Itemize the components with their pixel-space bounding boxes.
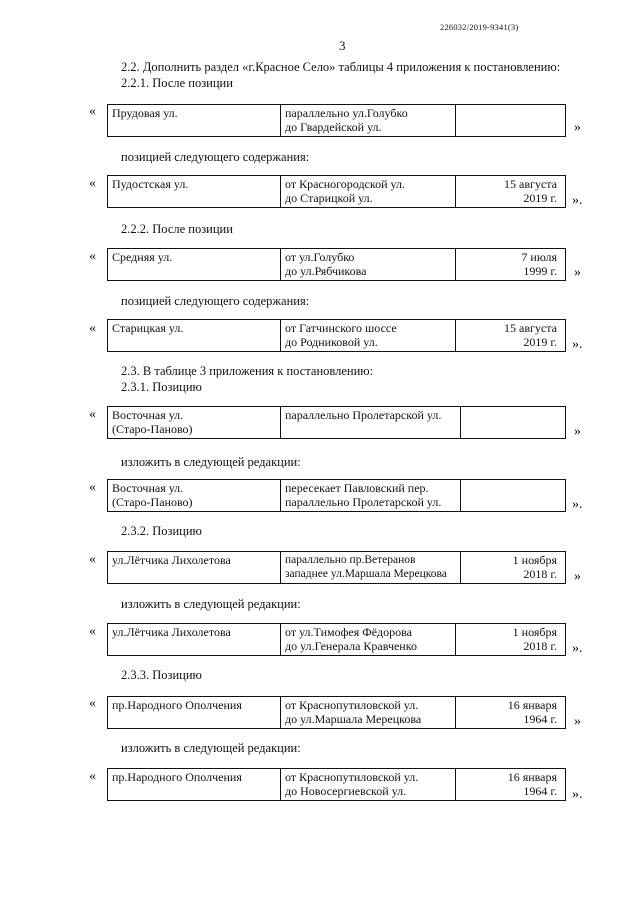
paragraph-2-3-2: 2.3.2. Позицию [121, 524, 202, 538]
location-cell: параллельно ул.Голубко до Гвардейской ул. [281, 105, 456, 137]
location-cell: от Краснопутиловской ул. до Новосергиевской ул. [281, 769, 456, 801]
quote-open: « [89, 624, 96, 639]
quote-open: « [89, 176, 96, 191]
street-name-cell: Восточная ул. (Старо-Паново) [108, 480, 281, 512]
date-cell: 1 ноября 2018 г. [456, 624, 566, 656]
location-cell: пересекает Павловский пер. параллельно Пролетарской ул. [281, 480, 461, 512]
date-cell: 7 июля 1999 г. [456, 249, 566, 281]
date-cell [461, 480, 566, 512]
table-row [107, 175, 566, 208]
street-name-cell: ул.Лётчика Лихолетова [108, 624, 281, 656]
street-name-cell: Средняя ул. [108, 249, 281, 281]
street-name-cell: Восточная ул. (Старо-Паново) [108, 407, 281, 439]
quote-close-dot: ». [572, 497, 583, 512]
document-number: 226032/2019-9341(3) [440, 22, 519, 32]
location-cell: от Гатчинского шоссе до Родниковой ул. [281, 320, 456, 352]
street-name-cell: пр.Народного Ополчения [108, 769, 281, 801]
street-name-cell: ул.Лётчика Лихолетова [108, 552, 281, 584]
location-cell: от Краснопутиловской ул. до ул.Маршала Мерецкова [281, 697, 456, 729]
quote-open: « [89, 480, 96, 495]
location-cell: параллельно пр.Ветеранов западнее ул.Маршала Мерецкова [281, 552, 461, 584]
quote-open: « [89, 552, 96, 567]
quote-close-dot: ». [572, 787, 583, 802]
street-name-cell: Пудостская ул. [108, 176, 281, 208]
street-name-cell: Прудовая ул. [108, 105, 281, 137]
location-cell: параллельно Пролетарской ул. [281, 407, 461, 439]
street-name-cell: пр.Народного Ополчения [108, 697, 281, 729]
paragraph-content-2: позицией следующего содержания: [121, 294, 310, 308]
paragraph-content-1: позицией следующего содержания: [121, 150, 310, 164]
quote-open: « [89, 769, 96, 784]
quote-open: « [89, 696, 96, 711]
quote-open: « [89, 104, 96, 119]
paragraph-new-edition-3: изложить в следующей редакции: [121, 741, 301, 755]
location-cell: от ул.Тимофея Фёдорова до ул.Генерала Кравченко [281, 624, 456, 656]
paragraph-2-2-1: 2.2.1. После позиции [121, 76, 233, 90]
quote-close: » [574, 424, 581, 439]
quote-close: » [574, 265, 581, 280]
date-cell: 1 ноября 2018 г. [461, 552, 566, 584]
date-cell: 15 августа 2019 г. [456, 176, 566, 208]
table-row [107, 104, 566, 137]
paragraph-2-3-1: 2.3.1. Позицию [121, 380, 202, 394]
date-cell: 15 августа 2019 г. [456, 320, 566, 352]
paragraph-2-3: 2.3. В таблице 3 приложения к постановлению: [121, 364, 374, 378]
date-cell [456, 105, 566, 137]
paragraph-new-edition-2: изложить в следующей редакции: [121, 597, 301, 611]
date-cell: 16 января 1964 г. [456, 697, 566, 729]
quote-close-dot: ». [572, 337, 583, 352]
location-cell: от Красногородской ул. до Старицкой ул. [281, 176, 456, 208]
table-row [107, 696, 566, 729]
date-cell [461, 407, 566, 439]
location-cell: от ул.Голубко до ул.Рябчикова [281, 249, 456, 281]
date-cell: 16 января 1964 г. [456, 769, 566, 801]
paragraph-new-edition-1: изложить в следующей редакции: [121, 455, 301, 469]
table-row [107, 406, 566, 439]
quote-close-dot: ». [572, 641, 583, 656]
table-row [107, 248, 566, 281]
page-number: 3 [339, 38, 346, 53]
quote-open: « [89, 321, 96, 336]
table-row [107, 623, 566, 656]
paragraph-2-2-2: 2.2.2. После позиции [121, 222, 233, 236]
table-row [107, 319, 566, 352]
table-row [107, 479, 566, 512]
quote-close: » [574, 120, 581, 135]
quote-close-dot: ». [572, 193, 583, 208]
quote-close: » [574, 569, 581, 584]
street-name-cell: Старицкая ул. [108, 320, 281, 352]
quote-open: « [89, 407, 96, 422]
table-row [107, 768, 566, 801]
quote-open: « [89, 249, 96, 264]
paragraph-2-3-3: 2.3.3. Позицию [121, 668, 202, 682]
table-row [107, 551, 566, 584]
quote-close: » [574, 714, 581, 729]
paragraph-2-2: 2.2. Дополнить раздел «г.Красное Село» таблицы 4 приложения к постановлению: [121, 60, 561, 74]
